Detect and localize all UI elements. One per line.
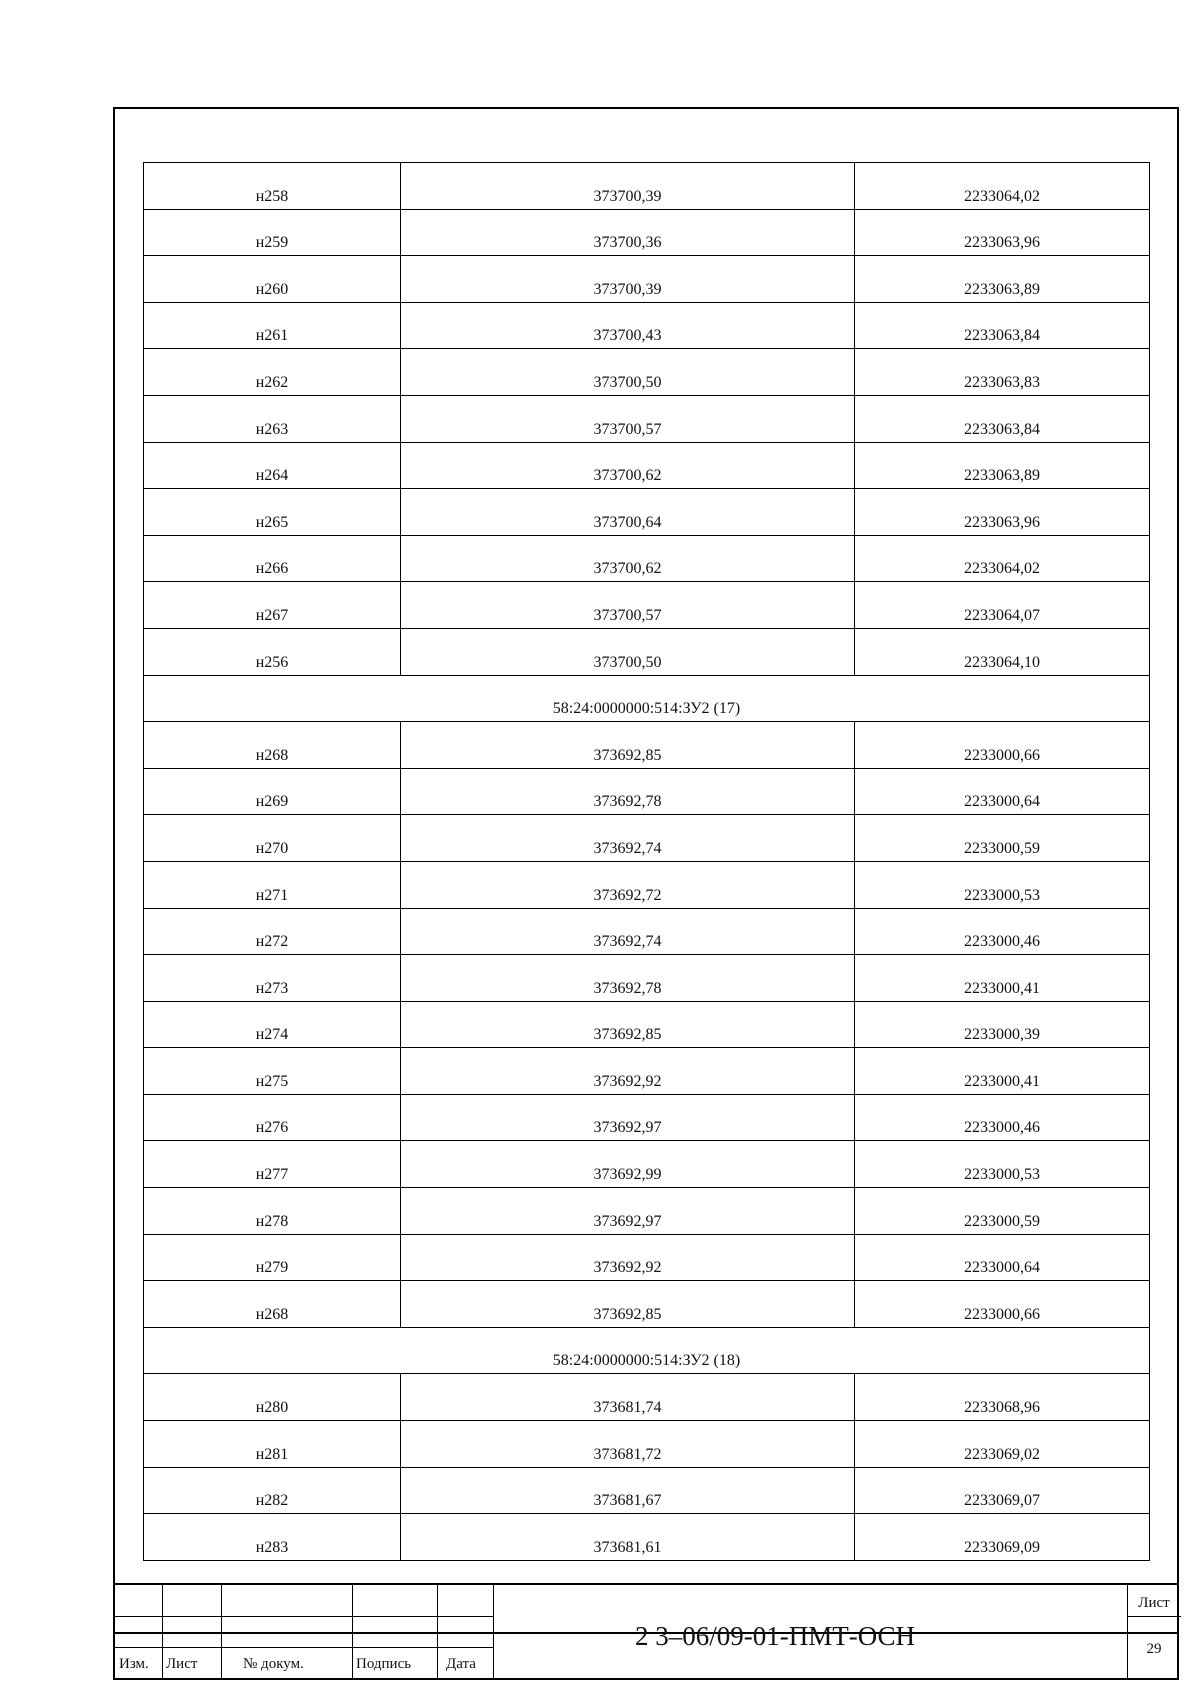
- table-row: [144, 256, 1150, 303]
- point-name-cell: [144, 1467, 401, 1514]
- stamp-divider: [162, 1585, 163, 1678]
- x-coordinate-cell-text: 373681,74: [593, 1399, 662, 1417]
- x-coordinate-cell: [401, 1374, 855, 1421]
- y-coordinate-cell: [855, 395, 1150, 442]
- x-coordinate-cell-text: 373700,62: [593, 560, 662, 578]
- point-name-cell-text: н256: [255, 653, 289, 671]
- point-name-cell: [144, 722, 401, 769]
- y-coordinate-cell-text: 2233000,53: [964, 1166, 1040, 1184]
- table-row: [144, 442, 1150, 489]
- x-coordinate-cell: [401, 861, 855, 908]
- y-coordinate-cell-text: 2233064,10: [964, 653, 1040, 671]
- table-row: [144, 1234, 1150, 1281]
- y-coordinate-cell: [855, 955, 1150, 1002]
- x-coordinate-cell: [401, 302, 855, 349]
- y-coordinate-cell: [855, 1234, 1150, 1281]
- y-coordinate-cell-text: 2233063,84: [964, 327, 1040, 345]
- point-name-cell: [144, 209, 401, 256]
- y-coordinate-cell-text: 2233063,83: [964, 373, 1040, 391]
- section-label: [144, 675, 1150, 722]
- table-row: [144, 1141, 1150, 1188]
- y-coordinate-cell: [855, 349, 1150, 396]
- point-name-cell-text: н260: [255, 280, 289, 298]
- y-coordinate-cell: [855, 1048, 1150, 1095]
- y-coordinate-cell: [855, 1094, 1150, 1141]
- x-coordinate-cell: [401, 908, 855, 955]
- x-coordinate-cell: [401, 1234, 855, 1281]
- table-row: [144, 861, 1150, 908]
- x-coordinate-cell-text: 373692,97: [593, 1212, 662, 1230]
- y-coordinate-cell-text: 2233000,53: [964, 886, 1040, 904]
- list-label: Лист: [166, 1656, 198, 1672]
- table-row: [144, 628, 1150, 675]
- stamp-divider: [1127, 1616, 1181, 1617]
- y-coordinate-cell: [855, 1281, 1150, 1328]
- x-coordinate-cell-text: 373692,92: [593, 1072, 662, 1090]
- y-coordinate-cell-text: 2233063,96: [964, 513, 1040, 531]
- x-coordinate-cell: [401, 815, 855, 862]
- x-coordinate-cell-text: 373692,72: [593, 886, 662, 904]
- point-name-cell-text: н277: [255, 1166, 289, 1184]
- x-coordinate-cell-text: 373700,57: [593, 420, 662, 438]
- point-name-cell: [144, 1001, 401, 1048]
- x-coordinate-cell: [401, 768, 855, 815]
- table-row: [144, 722, 1150, 769]
- stamp-divider: [437, 1585, 438, 1678]
- y-coordinate-cell: [855, 768, 1150, 815]
- doc-number-label: № докум.: [243, 1656, 304, 1672]
- point-name-cell: [144, 1188, 401, 1235]
- point-name-cell-text: н276: [255, 1119, 289, 1137]
- point-name-cell: [144, 1514, 401, 1561]
- point-name-cell-text: н278: [255, 1212, 289, 1230]
- y-coordinate-cell-text: 2233000,41: [964, 979, 1040, 997]
- point-name-cell: [144, 955, 401, 1002]
- table-row: [144, 1281, 1150, 1328]
- section-label-text: 58:24:0000000:514:ЗУ2 (17): [552, 700, 741, 718]
- y-coordinate-cell: [855, 861, 1150, 908]
- x-coordinate-cell-text: 373700,39: [593, 187, 662, 205]
- point-name-cell: [144, 1141, 401, 1188]
- point-name-cell: [144, 535, 401, 582]
- point-name-cell-text: н271: [255, 886, 289, 904]
- coordinates-table-body: [144, 163, 1150, 1561]
- y-coordinate-cell-text: 2233063,89: [964, 280, 1040, 298]
- point-name-cell-text: н280: [255, 1399, 289, 1417]
- point-name-cell: [144, 1421, 401, 1468]
- point-name-cell: [144, 489, 401, 536]
- section-row: [144, 675, 1150, 722]
- point-name-cell: [144, 861, 401, 908]
- x-coordinate-cell: [401, 628, 855, 675]
- x-coordinate-cell-text: 373700,43: [593, 327, 662, 345]
- point-name-cell-text: н273: [255, 979, 289, 997]
- point-name-cell-text: н268: [255, 1305, 289, 1323]
- y-coordinate-cell: [855, 722, 1150, 769]
- point-name-cell: [144, 1048, 401, 1095]
- point-name-cell-text: н269: [255, 793, 289, 811]
- y-coordinate-cell: [855, 489, 1150, 536]
- x-coordinate-cell-text: 373692,78: [593, 793, 662, 811]
- table-row: [144, 1374, 1150, 1421]
- x-coordinate-cell-text: 373681,61: [593, 1538, 662, 1556]
- y-coordinate-cell: [855, 1421, 1150, 1468]
- y-coordinate-cell-text: 2233000,59: [964, 839, 1040, 857]
- x-coordinate-cell: [401, 1188, 855, 1235]
- point-name-cell-text: н279: [255, 1259, 289, 1277]
- x-coordinate-cell: [401, 349, 855, 396]
- x-coordinate-cell: [401, 209, 855, 256]
- y-coordinate-cell-text: 2233000,41: [964, 1072, 1040, 1090]
- y-coordinate-cell: [855, 628, 1150, 675]
- point-name-cell: [144, 628, 401, 675]
- point-name-cell: [144, 815, 401, 862]
- y-coordinate-cell-text: 2233064,02: [964, 187, 1040, 205]
- table-row: [144, 908, 1150, 955]
- point-name-cell: [144, 349, 401, 396]
- x-coordinate-cell-text: 373681,67: [593, 1492, 662, 1510]
- point-name-cell-text: н272: [255, 933, 289, 951]
- y-coordinate-cell-text: 2233064,07: [964, 606, 1040, 624]
- table-row: [144, 1467, 1150, 1514]
- x-coordinate-cell-text: 373700,39: [593, 280, 662, 298]
- point-name-cell-text: н275: [255, 1072, 289, 1090]
- y-coordinate-cell: [855, 908, 1150, 955]
- point-name-cell-text: н261: [255, 327, 289, 345]
- y-coordinate-cell-text: 2233068,96: [964, 1399, 1040, 1417]
- sheet-number: 29: [1146, 1641, 1162, 1657]
- x-coordinate-cell: [401, 1048, 855, 1095]
- y-coordinate-cell: [855, 256, 1150, 303]
- x-coordinate-cell: [401, 256, 855, 303]
- point-name-cell-text: н282: [255, 1492, 289, 1510]
- y-coordinate-cell: [855, 442, 1150, 489]
- point-name-cell-text: н270: [255, 839, 289, 857]
- x-coordinate-cell: [401, 442, 855, 489]
- y-coordinate-cell-text: 2233069,07: [964, 1492, 1040, 1510]
- point-name-cell: [144, 256, 401, 303]
- x-coordinate-cell: [401, 955, 855, 1002]
- y-coordinate-cell-text: 2233000,66: [964, 1305, 1040, 1323]
- stamp-divider: [115, 1647, 493, 1648]
- x-coordinate-cell-text: 373692,74: [593, 839, 662, 857]
- document-code: 2 3–06/09-01-ПМТ-ОСН: [634, 1621, 916, 1651]
- point-name-cell-text: н265: [255, 513, 289, 531]
- y-coordinate-cell-text: 2233000,46: [964, 1119, 1040, 1137]
- table-row: [144, 349, 1150, 396]
- x-coordinate-cell-text: 373700,50: [593, 373, 662, 391]
- section-label-text: 58:24:0000000:514:ЗУ2 (18): [552, 1352, 741, 1370]
- x-coordinate-cell: [401, 1094, 855, 1141]
- x-coordinate-cell-text: 373700,50: [593, 653, 662, 671]
- x-coordinate-cell-text: 373700,62: [593, 467, 662, 485]
- point-name-cell-text: н281: [255, 1445, 289, 1463]
- y-coordinate-cell: [855, 535, 1150, 582]
- point-name-cell-text: н258: [255, 187, 289, 205]
- y-coordinate-cell: [855, 815, 1150, 862]
- point-name-cell: [144, 163, 401, 210]
- point-name-cell-text: н263: [255, 420, 289, 438]
- stamp-divider: [115, 1616, 493, 1617]
- x-coordinate-cell-text: 373692,85: [593, 1305, 662, 1323]
- section-label: [144, 1327, 1150, 1374]
- y-coordinate-cell: [855, 1188, 1150, 1235]
- y-coordinate-cell-text: 2233000,64: [964, 1259, 1040, 1277]
- x-coordinate-cell: [401, 163, 855, 210]
- y-coordinate-cell-text: 2233069,09: [964, 1538, 1040, 1556]
- section-row: [144, 1327, 1150, 1374]
- y-coordinate-cell-text: 2233000,46: [964, 933, 1040, 951]
- table-row: [144, 1001, 1150, 1048]
- x-coordinate-cell: [401, 1141, 855, 1188]
- izm-label: Изм.: [119, 1656, 149, 1672]
- point-name-cell: [144, 395, 401, 442]
- x-coordinate-cell: [401, 489, 855, 536]
- date-label: Дата: [446, 1656, 476, 1672]
- table-row: [144, 768, 1150, 815]
- point-name-cell: [144, 582, 401, 629]
- x-coordinate-cell-text: 373692,85: [593, 1026, 662, 1044]
- x-coordinate-cell-text: 373692,78: [593, 979, 662, 997]
- x-coordinate-cell-text: 373692,92: [593, 1259, 662, 1277]
- table-row: [144, 1094, 1150, 1141]
- point-name-cell: [144, 1234, 401, 1281]
- stamp-divider: [221, 1585, 222, 1678]
- y-coordinate-cell-text: 2233063,84: [964, 420, 1040, 438]
- coordinates-table: [143, 162, 1150, 1561]
- x-coordinate-cell-text: 373692,74: [593, 933, 662, 951]
- x-coordinate-cell: [401, 1001, 855, 1048]
- x-coordinate-cell-text: 373692,85: [593, 746, 662, 764]
- y-coordinate-cell: [855, 1467, 1150, 1514]
- point-name-cell-text: н268: [255, 746, 289, 764]
- x-coordinate-cell-text: 373692,99: [593, 1166, 662, 1184]
- y-coordinate-cell-text: 2233000,59: [964, 1212, 1040, 1230]
- table-row: [144, 209, 1150, 256]
- x-coordinate-cell-text: 373681,72: [593, 1445, 662, 1463]
- y-coordinate-cell: [855, 582, 1150, 629]
- x-coordinate-cell: [401, 722, 855, 769]
- signature-label: Подпись: [356, 1656, 412, 1672]
- point-name-cell-text: н267: [255, 606, 289, 624]
- sheet-label: Лист: [1138, 1595, 1170, 1611]
- point-name-cell: [144, 302, 401, 349]
- y-coordinate-cell: [855, 302, 1150, 349]
- table-row: [144, 489, 1150, 536]
- table-row: [144, 582, 1150, 629]
- y-coordinate-cell: [855, 1141, 1150, 1188]
- y-coordinate-cell-text: 2233000,39: [964, 1026, 1040, 1044]
- y-coordinate-cell-text: 2233069,02: [964, 1445, 1040, 1463]
- point-name-cell: [144, 442, 401, 489]
- x-coordinate-cell: [401, 1281, 855, 1328]
- title-block: [113, 1583, 1179, 1680]
- x-coordinate-cell: [401, 1514, 855, 1561]
- x-coordinate-cell-text: 373700,57: [593, 606, 662, 624]
- point-name-cell-text: н274: [255, 1026, 289, 1044]
- y-coordinate-cell: [855, 1514, 1150, 1561]
- table-row: [144, 815, 1150, 862]
- y-coordinate-cell-text: 2233064,02: [964, 560, 1040, 578]
- y-coordinate-cell: [855, 209, 1150, 256]
- x-coordinate-cell-text: 373700,64: [593, 513, 662, 531]
- table-row: [144, 1421, 1150, 1468]
- stamp-divider: [352, 1585, 353, 1678]
- x-coordinate-cell: [401, 535, 855, 582]
- table-row: [144, 395, 1150, 442]
- y-coordinate-cell: [855, 163, 1150, 210]
- x-coordinate-cell-text: 373700,36: [593, 234, 662, 252]
- x-coordinate-cell-text: 373692,97: [593, 1119, 662, 1137]
- table-row: [144, 1188, 1150, 1235]
- table-row: [144, 302, 1150, 349]
- point-name-cell-text: н283: [255, 1538, 289, 1556]
- y-coordinate-cell-text: 2233000,64: [964, 793, 1040, 811]
- point-name-cell: [144, 1094, 401, 1141]
- point-name-cell: [144, 908, 401, 955]
- point-name-cell-text: н259: [255, 234, 289, 252]
- point-name-cell: [144, 1281, 401, 1328]
- table-row: [144, 1514, 1150, 1561]
- point-name-cell-text: н266: [255, 560, 289, 578]
- y-coordinate-cell-text: 2233000,66: [964, 746, 1040, 764]
- x-coordinate-cell: [401, 395, 855, 442]
- stamp-divider: [493, 1585, 494, 1678]
- point-name-cell: [144, 768, 401, 815]
- x-coordinate-cell: [401, 1467, 855, 1514]
- table-row: [144, 535, 1150, 582]
- x-coordinate-cell: [401, 1421, 855, 1468]
- point-name-cell-text: н262: [255, 373, 289, 391]
- x-coordinate-cell: [401, 582, 855, 629]
- y-coordinate-cell-text: 2233063,89: [964, 467, 1040, 485]
- table-row: [144, 163, 1150, 210]
- point-name-cell-text: н264: [255, 467, 289, 485]
- table-row: [144, 955, 1150, 1002]
- y-coordinate-cell-text: 2233063,96: [964, 234, 1040, 252]
- y-coordinate-cell: [855, 1001, 1150, 1048]
- y-coordinate-cell: [855, 1374, 1150, 1421]
- point-name-cell: [144, 1374, 401, 1421]
- table-row: [144, 1048, 1150, 1095]
